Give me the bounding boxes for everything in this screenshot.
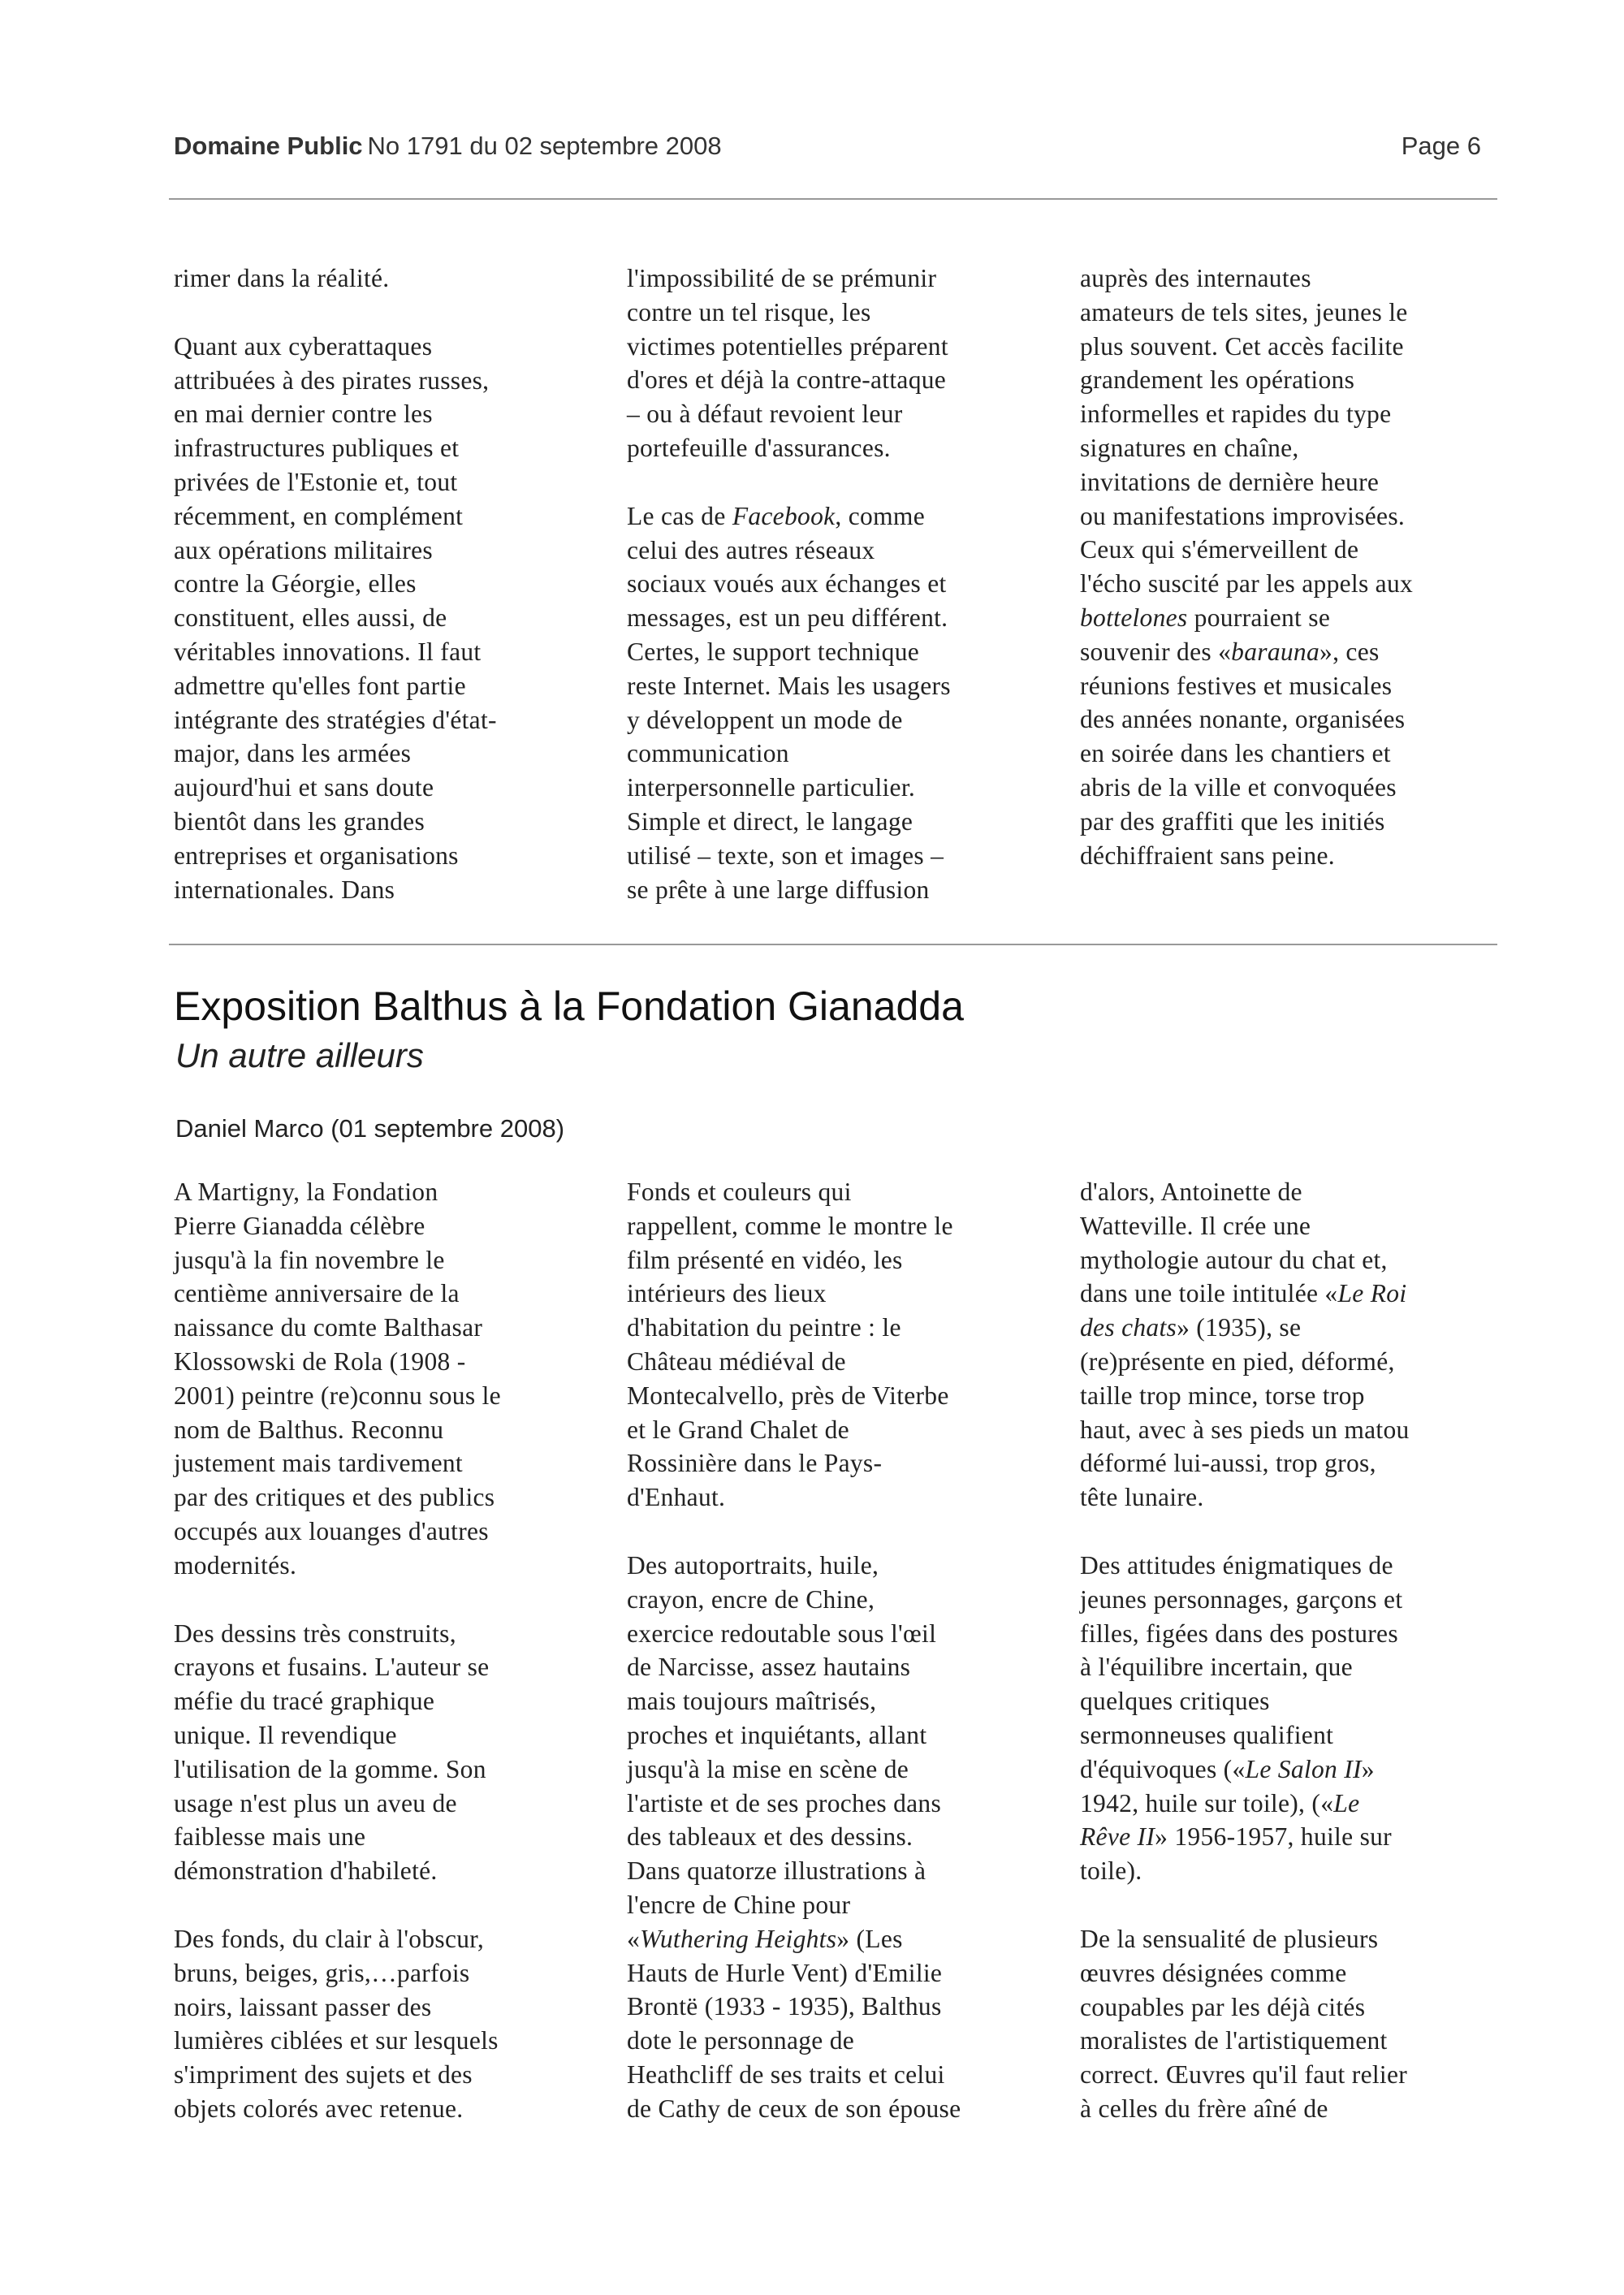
paragraph: Quant aux cyberattaques attribuées à des pirates russes, en mai dernier contre les infrastructures publiques et privées de l'Estonie et, tout récemment, en complément aux opérations militaires contre la Géorgie, elles constituent, elles aussi, de véritables innovations. Il faut admettre qu'elles font partie intégrante des stratégies d'état- major, dans les armées aujourd'hui et sans doute bientôt dans les grandes entreprises et organisations internationales. Dans [174, 331, 497, 904]
column-1 [174, 261, 599, 906]
paragraph [1080, 1549, 1505, 1888]
text-run: », ces réunions festives et musicales des années nonante, organisées en soirée dans les chantiers et abris de la ville et convoquées par des graffiti que les initiés déchiffraient sans peine. [1080, 637, 1406, 870]
italic-text: Wuthering Heights [640, 1924, 837, 1953]
column-3 [1080, 1175, 1505, 2126]
text-run: Le cas de [627, 501, 732, 530]
column-2 [627, 261, 1052, 906]
text-run: » (1935), se (re)présente en pied, déformé, taille trop mince, torse trop haut, avec à ses pieds un matou déformé lui-aussi, trop gros, tête lunaire. [1080, 1313, 1410, 1512]
italic-text: Le Rêve II [1080, 1788, 1360, 1852]
paragraph: rimer dans la réalité. [174, 264, 390, 292]
header-divider [169, 198, 1497, 200]
paragraph: Des dessins très construits, crayons et fusains. L'auteur se méfie du tracé graphique unique. Il revendique l'utilisation de la gomme. Son usage n'est plus un aveu de faiblesse mais une démonstration d'habileté. [174, 1619, 490, 1886]
paragraph [627, 499, 1052, 907]
issue-info: No 1791 du 02 septembre 2008 [367, 132, 722, 160]
text-run: auprès des internautes amateurs de tels sites, jeunes le plus souvent. Cet accès facilite grandement les opérations informelles et rapides du type signatures en chaîne, invitations de dernière heure ou manifestations improvisées. Ceux qui s'émerveillent de l'écho suscité par les appels aux [1080, 264, 1414, 599]
paragraph: l'impossibilité de se prémunir contre un tel risque, les victimes potentielles préparent d'ores et déjà la contre-attaque – ou à défaut revoient leur portefeuille d'assurances. [627, 264, 948, 462]
paragraph [1080, 261, 1505, 872]
text-run: pourraient se souvenir des « [1080, 603, 1331, 666]
italic-text: Le Roi des chats [1080, 1279, 1407, 1342]
column-3 [1080, 261, 1505, 906]
text-run: » 1956-1957, huile sur toile). [1080, 1822, 1392, 1886]
italic-text: Le Salon II [1245, 1754, 1362, 1783]
article-title: Exposition Balthus à la Fondation Gianadda [174, 983, 964, 1029]
paragraph: De la sensualité de plusieurs œuvres désignées comme coupables par les déjà cités moralistes de l'artistiquement correct. Œuvres qu'il faut relier à celles du frère aîné de [1080, 1924, 1408, 2123]
italic-text: Facebook [732, 501, 836, 530]
article-columns [174, 1175, 1505, 2126]
article-subtitle: Un autre ailleurs [175, 1036, 424, 1074]
column-2 [627, 1175, 1052, 2126]
text-run: , comme celui des autres réseaux sociaux voués aux échanges et messages, est un peu différent. Certes, le support technique reste Internet. Mais les usagers y développent un mode de communication interpersonnelle particulier. Simple et direct, le langage utilisé – texte, son et images – se prête à une large diffusion [627, 501, 951, 904]
section-divider [169, 944, 1497, 945]
text-run: » (Les Hauts de Hurle Vent) d'Emilie Brontë (1933 - 1935), Balthus dote le personnage de Heathcliff de ses traits et celui de Cathy de ceux de son épouse [627, 1924, 961, 2123]
article-byline: Daniel Marco (01 septembre 2008) [175, 1114, 565, 1143]
paragraph [627, 1549, 1052, 2126]
paragraph: Fonds et couleurs qui rappellent, comme le montre le film présenté en vidéo, les intérieurs des lieux d'habitation du peintre : le Château médiéval de Montecalvello, près de Viterbe et le Grand Chalet de Rossinière dans le Pays- d'Enhaut. [627, 1178, 953, 1512]
text-run: » 1942, huile sur toile), (« [1080, 1754, 1375, 1817]
text-run: d'alors, Antoinette de Watteville. Il crée une mythologie autour du chat et, dans une toile intitulée « [1080, 1178, 1388, 1308]
previous-article-columns [174, 261, 1505, 906]
column-1 [174, 1175, 599, 2126]
page-number: Page 6 [1401, 132, 1481, 160]
paragraph [1080, 1175, 1505, 1515]
paragraph: A Martigny, la Fondation Pierre Gianadda célèbre jusqu'à la fin novembre le centième anniversaire de la naissance du comte Balthasar Klossowski de Rola (1908 - 2001) peintre (re)connu sous le nom de Balthus. Reconnu justement mais tardivement par des critiques et des publics occupés aux louanges d'autres modernités. [174, 1178, 501, 1580]
text-run: Des attitudes énigmatiques de jeunes personnages, garçons et filles, figées dans des postures à l'équilibre incertain, que quelques critiques sermonneuses qualifient d'équivoques (« [1080, 1550, 1403, 1783]
italic-text: bottelones [1080, 603, 1188, 632]
publication-name: Domaine Public [174, 132, 363, 160]
page-header [174, 132, 1481, 167]
paragraph: Des fonds, du clair à l'obscur, bruns, beiges, gris,…parfois noirs, laissant passer des lumières ciblées et sur lesquels s'impriment des sujets et des objets colorés avec retenue. [174, 1924, 499, 2123]
text-run: Des autoportraits, huile, crayon, encre de Chine, exercice redoutable sous l'œil de Narcisse, assez hautains mais toujours maîtrisés, proches et inquiétants, allant jusqu'à la mise en scène de l'artiste et de ses proches dans des tableaux et des dessins. Dans quatorze illustrations à l'encre de Chine pour « [627, 1550, 942, 1953]
italic-text: barauna [1231, 637, 1320, 666]
